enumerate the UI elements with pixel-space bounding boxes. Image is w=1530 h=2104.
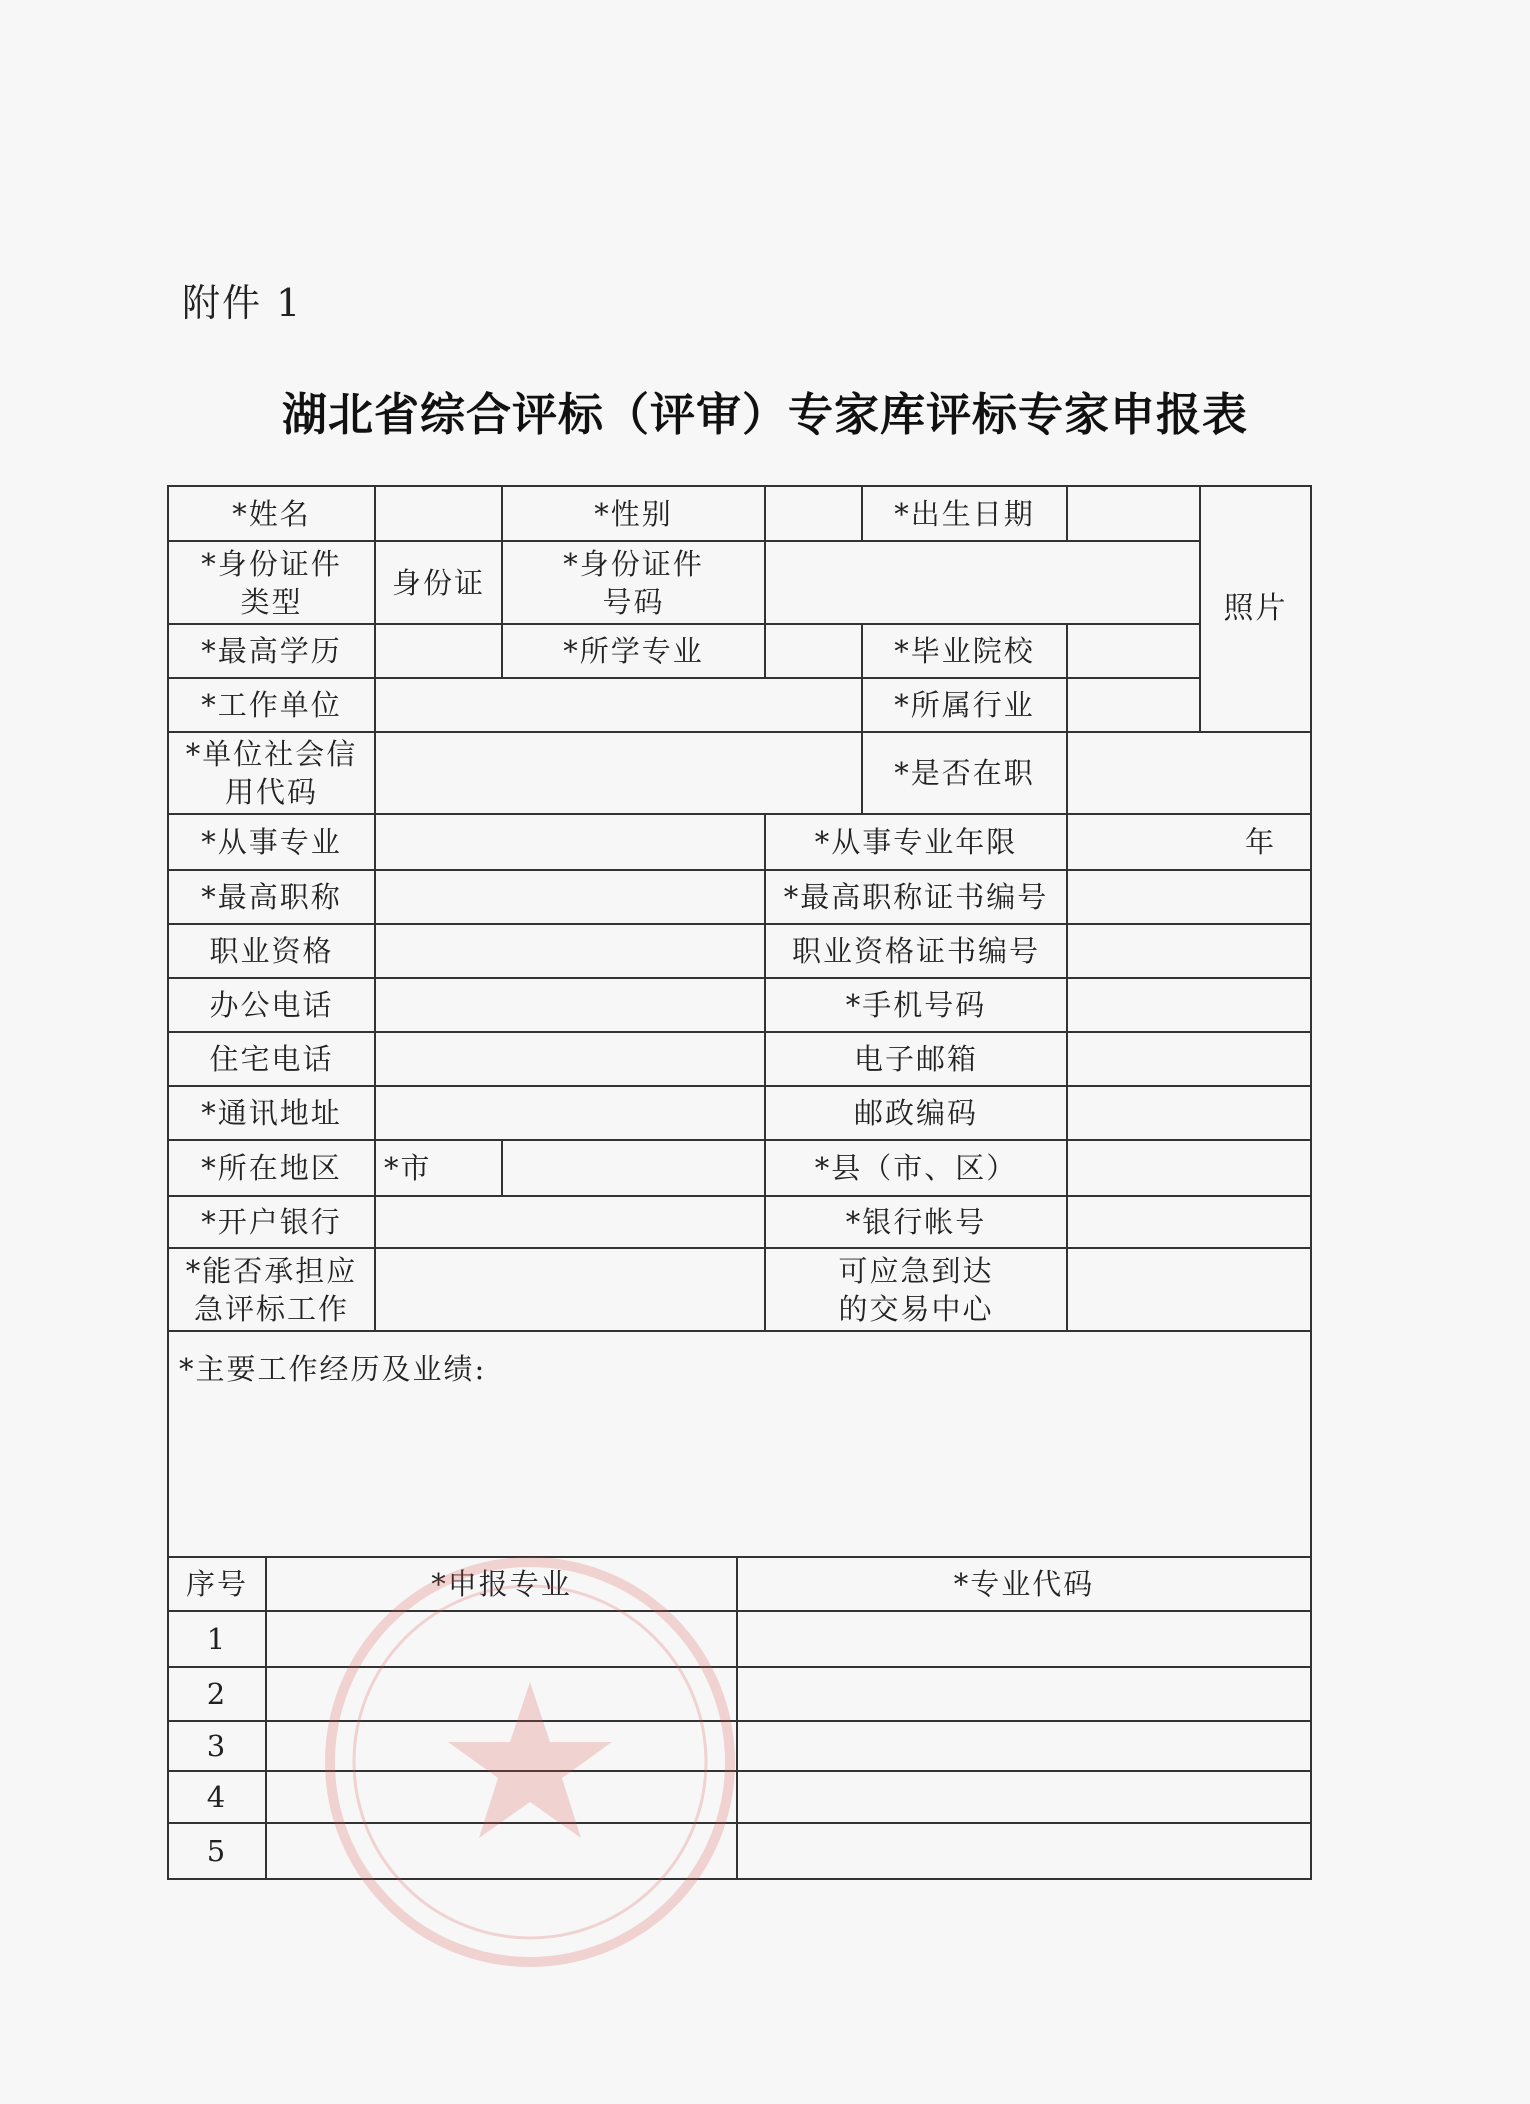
qualification-cert-field[interactable] — [1067, 924, 1311, 978]
spec-code-field[interactable] — [737, 1611, 1311, 1667]
spec-major-field[interactable] — [266, 1667, 737, 1721]
spec-header-code: *专业代码 — [737, 1557, 1311, 1611]
row-index: 3 — [168, 1721, 266, 1771]
table-row — [168, 1771, 1311, 1823]
school-field[interactable] — [1067, 624, 1200, 678]
spec-major-field[interactable] — [266, 1721, 737, 1771]
spec-major-field[interactable] — [266, 1823, 737, 1879]
table-row — [168, 1823, 1311, 1879]
mobile-label: *手机号码 — [765, 978, 1067, 1032]
id-number-label: *身份证件 号码 — [502, 541, 765, 624]
id-type-label: *身份证件 类型 — [168, 541, 375, 624]
qualification-field[interactable] — [375, 924, 765, 978]
birth-date-field[interactable] — [1067, 486, 1200, 541]
address-field[interactable] — [375, 1086, 765, 1140]
emergency-label: *能否承担应 急评标工作 — [168, 1248, 375, 1331]
spec-code-field[interactable] — [737, 1667, 1311, 1721]
profession-years-label: *从事专业年限 — [765, 814, 1067, 870]
emergency-field[interactable] — [375, 1248, 765, 1331]
profession-years-field[interactable] — [1067, 814, 1311, 870]
postal-code-label: 邮政编码 — [765, 1086, 1067, 1140]
application-form-table — [167, 485, 1312, 1558]
row-index: 4 — [168, 1771, 266, 1823]
profession-label: *从事专业 — [168, 814, 375, 870]
name-label: *姓名 — [168, 486, 375, 541]
table-row — [168, 1611, 1311, 1667]
email-label: 电子邮箱 — [765, 1032, 1067, 1086]
education-label: *最高学历 — [168, 624, 375, 678]
gender-label: *性别 — [502, 486, 765, 541]
profession-field[interactable] — [375, 814, 765, 870]
spec-code-field[interactable] — [737, 1823, 1311, 1879]
spec-header-major: *申报专业 — [266, 1557, 737, 1611]
county-field[interactable] — [1067, 1140, 1311, 1196]
table-row — [168, 1721, 1311, 1771]
office-phone-label: 办公电话 — [168, 978, 375, 1032]
experience-area[interactable] — [168, 1331, 1311, 1557]
region-label: *所在地区 — [168, 1140, 375, 1196]
in-service-field[interactable] — [1067, 732, 1311, 814]
credit-code-field[interactable] — [375, 732, 862, 814]
row-index: 2 — [168, 1667, 266, 1721]
address-label: *通讯地址 — [168, 1086, 375, 1140]
qualification-label: 职业资格 — [168, 924, 375, 978]
home-phone-field[interactable] — [375, 1032, 765, 1086]
row-index: 5 — [168, 1823, 266, 1879]
mobile-field[interactable] — [1067, 978, 1311, 1032]
spec-code-field[interactable] — [737, 1721, 1311, 1771]
row-index: 1 — [168, 1611, 266, 1667]
work-unit-field[interactable] — [375, 678, 862, 732]
email-field[interactable] — [1067, 1032, 1311, 1086]
bank-account-label: *银行帐号 — [765, 1196, 1067, 1248]
postal-code-field[interactable] — [1067, 1086, 1311, 1140]
work-unit-label: *工作单位 — [168, 678, 375, 732]
top-title-cert-field[interactable] — [1067, 870, 1311, 924]
attachment-label: 附件 1 — [182, 281, 303, 325]
emergency-center-field[interactable] — [1067, 1248, 1311, 1331]
top-title-label: *最高职称 — [168, 870, 375, 924]
city-label: *市 — [375, 1140, 502, 1196]
id-number-field[interactable] — [765, 541, 1200, 624]
experience-label: *主要工作经历及业绩: — [179, 1352, 487, 1386]
industry-label: *所属行业 — [862, 678, 1067, 732]
spec-major-field[interactable] — [266, 1771, 737, 1823]
industry-field[interactable] — [1067, 678, 1200, 732]
home-phone-label: 住宅电话 — [168, 1032, 375, 1086]
name-field[interactable] — [375, 486, 502, 541]
office-phone-field[interactable] — [375, 978, 765, 1032]
gender-field[interactable] — [765, 486, 862, 541]
major-field[interactable] — [765, 624, 862, 678]
credit-code-label: *单位社会信 用代码 — [168, 732, 375, 814]
table-row — [168, 1667, 1311, 1721]
id-type-value: 身份证 — [375, 541, 502, 624]
school-label: *毕业院校 — [862, 624, 1067, 678]
spec-major-field[interactable] — [266, 1611, 737, 1667]
spec-header-index: 序号 — [168, 1557, 266, 1611]
top-title-field[interactable] — [375, 870, 765, 924]
photo-box[interactable]: 照片 — [1200, 486, 1311, 732]
bank-account-field[interactable] — [1067, 1196, 1311, 1248]
county-label: *县（市、区） — [765, 1140, 1067, 1196]
bank-label: *开户银行 — [168, 1196, 375, 1248]
in-service-label: *是否在职 — [862, 732, 1067, 814]
spec-code-field[interactable] — [737, 1771, 1311, 1823]
qualification-cert-label: 职业资格证书编号 — [765, 924, 1067, 978]
education-field[interactable] — [375, 624, 502, 678]
city-field[interactable] — [502, 1140, 765, 1196]
form-title: 湖北省综合评标（评审）专家库评标专家申报表 — [281, 388, 1248, 441]
emergency-center-label: 可应急到达 的交易中心 — [765, 1248, 1067, 1331]
specialty-table — [167, 1556, 1312, 1880]
major-label: *所学专业 — [502, 624, 765, 678]
birth-date-label: *出生日期 — [862, 486, 1067, 541]
years-unit: 年 — [1245, 825, 1277, 859]
top-title-cert-label: *最高职称证书编号 — [765, 870, 1067, 924]
bank-field[interactable] — [375, 1196, 765, 1248]
